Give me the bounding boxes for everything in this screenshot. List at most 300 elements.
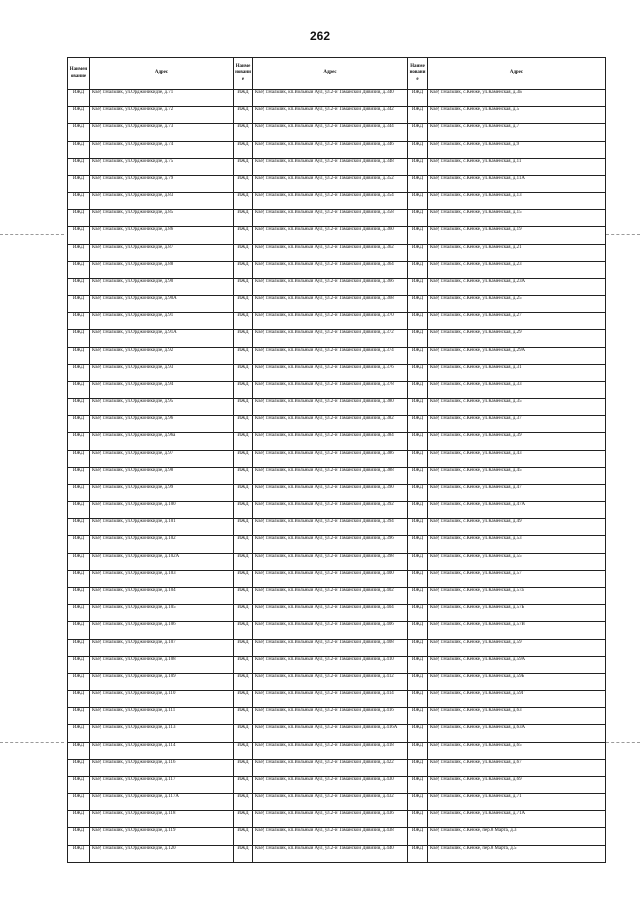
object-type-cell: ИЖД (234, 656, 253, 673)
object-type-cell: ИЖД (234, 536, 253, 553)
object-type-cell: ИЖД (234, 227, 253, 244)
object-type-cell: ИЖД (234, 107, 253, 124)
object-type-cell: ИЖД (408, 605, 428, 622)
object-type-cell: ИЖД (234, 347, 253, 364)
object-type-cell: ИЖД (68, 381, 90, 398)
object-type-cell: ИЖД (68, 536, 90, 553)
address-cell: КБР, г.Нальчик, кп.Вольный Аул, ул.2-й Таманской Дивизии, д.400 (253, 570, 408, 587)
object-type-cell: ИЖД (68, 553, 90, 570)
address-cell: КБР, г.Нальчик, кп.Вольный Аул, ул.2-й Таманской Дивизии, д.374 (253, 347, 408, 364)
address-cell: КБР, г.Нальчик, ул.Орджоникидзе, д.108 (90, 656, 234, 673)
table-row (68, 193, 606, 210)
object-type-cell: ИЖД (234, 845, 253, 862)
header-address-col-2: Адрес (253, 58, 408, 90)
object-type-cell: ИЖД (408, 845, 428, 862)
table-row (68, 536, 606, 553)
address-cell: КБР, г.Нальчик, кп.Вольный Аул, ул.2-й Таманской Дивизии, д.386 (253, 450, 408, 467)
object-type-cell: ИЖД (68, 227, 90, 244)
object-type-cell: ИЖД (234, 158, 253, 175)
table-row (68, 725, 606, 742)
object-type-cell: ИЖД (234, 450, 253, 467)
table-row (68, 811, 606, 828)
address-cell: КБР, г.Нальчик, ул.Орджоникидзе, д.111 (90, 708, 234, 725)
header-name-col-2: Наименование (234, 58, 253, 90)
object-type-cell: ИЖД (68, 605, 90, 622)
object-type-cell: ИЖД (68, 313, 90, 330)
object-type-cell: ИЖД (408, 673, 428, 690)
object-type-cell: ИЖД (234, 381, 253, 398)
scan-cut-line (0, 234, 64, 235)
table-row (68, 107, 606, 124)
address-cell: КБР, г.Нальчик, ул.Орджоникидзе, д.88 (90, 261, 234, 278)
address-cell: КБР, г.Нальчик, ул.Орджоникидзе, д.99 (90, 484, 234, 501)
object-type-cell: ИЖД (408, 210, 428, 227)
address-cell: КБР, г.Нальчик, с.Кенже, ул.Каменская, д.59Б (428, 673, 606, 690)
address-cell: КБР, г.Нальчик, кп.Вольный Аул, ул.2-й Таманской Дивизии, д.416 (253, 708, 408, 725)
table-row (68, 124, 606, 141)
object-type-cell: ИЖД (234, 124, 253, 141)
scan-cut-line (0, 742, 64, 743)
address-cell: КБР, г.Нальчик, ул.Орджоникидзе, д.94 (90, 381, 234, 398)
address-cell: КБР, г.Нальчик, кп.Вольный Аул, ул.2-й Таманской Дивизии, д.370 (253, 313, 408, 330)
address-cell: КБР, г.Нальчик, с.Кенже, ул.Каменская, д.65 (428, 742, 606, 759)
object-type-cell: ИЖД (68, 570, 90, 587)
header-address-col-3: Адрес (428, 58, 606, 90)
object-type-cell: ИЖД (68, 759, 90, 776)
table-row (68, 158, 606, 175)
address-cell: КБР, г.Нальчик, с.Кенже, ул.Каменская, д.5 (428, 107, 606, 124)
object-type-cell: ИЖД (234, 570, 253, 587)
address-cell: КБР, г.Нальчик, кп.Вольный Аул, ул.2-й Таманской Дивизии, д.348 (253, 158, 408, 175)
object-type-cell: ИЖД (234, 519, 253, 536)
object-type-cell: ИЖД (408, 776, 428, 793)
address-cell: КБР, г.Нальчик, ул.Орджоникидзе, д.71 (90, 90, 234, 107)
address-cell: КБР, г.Нальчик, с.Кенже, ул.Каменская, д.69 (428, 776, 606, 793)
object-type-cell: ИЖД (408, 416, 428, 433)
object-type-cell: ИЖД (408, 347, 428, 364)
address-cell: КБР, г.Нальчик, ул.Орджоникидзе, д.91А (90, 330, 234, 347)
object-type-cell: ИЖД (408, 330, 428, 347)
object-type-cell: ИЖД (234, 330, 253, 347)
address-cell: КБР, г.Нальчик, кп.Вольный Аул, ул.2-й Таманской Дивизии, д.358 (253, 210, 408, 227)
address-cell: КБР, г.Нальчик, кп.Вольный Аул, ул.2-й Таманской Дивизии, д.352 (253, 175, 408, 192)
table-row (68, 845, 606, 862)
object-type-cell: ИЖД (68, 776, 90, 793)
address-cell: КБР, г.Нальчик, кп.Вольный Аул, ул.2-й Таманской Дивизии, д.396 (253, 536, 408, 553)
address-cell: КБР, г.Нальчик, с.Кенже, ул.Каменская, д.53 (428, 536, 606, 553)
object-type-cell: ИЖД (408, 519, 428, 536)
address-cell: КБР, г.Нальчик, кп.Вольный Аул, ул.2-й Таманской Дивизии, д.438 (253, 828, 408, 845)
table-row (68, 708, 606, 725)
object-type-cell: ИЖД (234, 416, 253, 433)
table-row (68, 175, 606, 192)
address-cell: КБР, г.Нальчик, кп.Вольный Аул, ул.2-й Таманской Дивизии, д.414 (253, 691, 408, 708)
table-row (68, 210, 606, 227)
object-type-cell: ИЖД (408, 450, 428, 467)
address-cell: КБР, г.Нальчик, ул.Орджоникидзе, д.98 (90, 467, 234, 484)
table-row (68, 519, 606, 536)
object-type-cell: ИЖД (68, 691, 90, 708)
table-row (68, 141, 606, 158)
table-row (68, 467, 606, 484)
address-cell: КБР, г.Нальчик, кп.Вольный Аул, ул.2-й Таманской Дивизии, д.398 (253, 553, 408, 570)
object-type-cell: ИЖД (68, 244, 90, 261)
object-type-cell: ИЖД (68, 639, 90, 656)
object-type-cell: ИЖД (234, 622, 253, 639)
object-type-cell: ИЖД (68, 90, 90, 107)
object-type-cell: ИЖД (408, 467, 428, 484)
table-row (68, 450, 606, 467)
address-cell: КБР, г.Нальчик, с.Кенже, ул.Каменская, д.29 (428, 330, 606, 347)
object-type-cell: ИЖД (408, 364, 428, 381)
object-type-cell: ИЖД (234, 725, 253, 742)
object-type-cell: ИЖД (408, 124, 428, 141)
table-row (68, 605, 606, 622)
object-type-cell: ИЖД (68, 364, 90, 381)
object-type-cell: ИЖД (234, 210, 253, 227)
address-cell: КБР, г.Нальчик, с.Кенже, ул.Каменская, д.57Б (428, 605, 606, 622)
object-type-cell: ИЖД (234, 587, 253, 604)
object-type-cell: ИЖД (408, 90, 428, 107)
address-cell: КБР, г.Нальчик, кп.Вольный Аул, ул.2-й Таманской Дивизии, д.432 (253, 794, 408, 811)
object-type-cell: ИЖД (68, 347, 90, 364)
table-row (68, 622, 606, 639)
object-type-cell: ИЖД (234, 502, 253, 519)
table-row (68, 484, 606, 501)
object-type-cell: ИЖД (68, 673, 90, 690)
object-type-cell: ИЖД (408, 227, 428, 244)
header-name-col-3: Наименование (408, 58, 428, 90)
object-type-cell: ИЖД (408, 107, 428, 124)
address-cell: КБР, г.Нальчик, с.Кенже, ул.Каменская, д.47 (428, 484, 606, 501)
object-type-cell: ИЖД (408, 381, 428, 398)
object-type-cell: ИЖД (68, 622, 90, 639)
object-type-cell: ИЖД (408, 399, 428, 416)
address-cell: КБР, г.Нальчик, с.Кенже, ул.Каменская, д.57а (428, 587, 606, 604)
address-cell: КБР, г.Нальчик, кп.Вольный Аул, ул.2-й Таманской Дивизии, д.390 (253, 484, 408, 501)
address-cell: КБР, г.Нальчик, кп.Вольный Аул, ул.2-й Таманской Дивизии, д.372 (253, 330, 408, 347)
table-row (68, 656, 606, 673)
registry-body (68, 90, 606, 863)
table-row (68, 330, 606, 347)
table-row (68, 244, 606, 261)
object-type-cell: ИЖД (408, 639, 428, 656)
object-type-cell: ИЖД (408, 502, 428, 519)
address-cell: КБР, г.Нальчик, с.Кенже, ул.Каменская, д.67 (428, 759, 606, 776)
object-type-cell: ИЖД (234, 278, 253, 295)
address-cell: КБР, г.Нальчик, ул.Орджоникидзе, д.93 (90, 364, 234, 381)
page-number: 262 (309, 29, 331, 43)
object-type-cell: ИЖД (234, 828, 253, 845)
address-cell: КБР, г.Нальчик, кп.Вольный Аул, ул.2-й Таманской Дивизии, д.412 (253, 673, 408, 690)
object-type-cell: ИЖД (234, 553, 253, 570)
object-type-cell: ИЖД (68, 330, 90, 347)
address-cell: КБР, г.Нальчик, с.Кенже, ул.Каменская, д.15 (428, 210, 606, 227)
object-type-cell: ИЖД (408, 622, 428, 639)
address-cell: КБР, г.Нальчик, ул.Орджоникидзе, д.92 (90, 347, 234, 364)
address-cell: КБР, г.Нальчик, ул.Орджоникидзе, д.74 (90, 141, 234, 158)
object-type-cell: ИЖД (68, 416, 90, 433)
table-row (68, 553, 606, 570)
address-cell: КБР, г.Нальчик, с.Кенже, ул.Каменская, д.63А (428, 725, 606, 742)
address-cell: КБР, г.Нальчик, ул.Орджоникидзе, д.110 (90, 691, 234, 708)
address-registry-table (67, 57, 606, 863)
table-row (68, 742, 606, 759)
table-row (68, 794, 606, 811)
address-cell: КБР, г.Нальчик, с.Кенже, ул.Каменская, д.59 (428, 639, 606, 656)
table-row (68, 364, 606, 381)
address-cell: КБР, г.Нальчик, кп.Вольный Аул, ул.2-й Таманской Дивизии, д.408 (253, 639, 408, 656)
object-type-cell: ИЖД (408, 656, 428, 673)
object-type-cell: ИЖД (408, 570, 428, 587)
header-name-col-1: Наименование (68, 58, 90, 90)
table-row (68, 399, 606, 416)
address-cell: КБР, г.Нальчик, ул.Орджоникидзе, д.104 (90, 587, 234, 604)
table-row (68, 776, 606, 793)
address-cell: КБР, г.Нальчик, ул.Орджоникидзе, д.83 (90, 193, 234, 210)
address-cell: КБР, г.Нальчик, ул.Орджоникидзе, д.114 (90, 742, 234, 759)
object-type-cell: ИЖД (408, 261, 428, 278)
object-type-cell: ИЖД (68, 141, 90, 158)
address-cell: КБР, г.Нальчик, кп.Вольный Аул, ул.2-й Таманской Дивизии, д.344 (253, 124, 408, 141)
address-cell: КБР, г.Нальчик, ул.Орджоникидзе, д.103 (90, 570, 234, 587)
address-cell: КБР, г.Нальчик, ул.Орджоникидзе, д.100 (90, 502, 234, 519)
address-cell: КБР, г.Нальчик, с.Кенже, ул.Каменская, д.37 (428, 416, 606, 433)
address-cell: КБР, г.Нальчик, ул.Орджоникидзе, д.96а (90, 433, 234, 450)
object-type-cell: ИЖД (408, 313, 428, 330)
address-cell: КБР, г.Нальчик, ул.Орджоникидзе, д.73 (90, 124, 234, 141)
address-cell: КБР, г.Нальчик, ул.Орджоникидзе, д.90А (90, 296, 234, 313)
address-cell: КБР, г.Нальчик, кп.Вольный Аул, ул.2-й Таманской Дивизии, д.380 (253, 399, 408, 416)
object-type-cell: ИЖД (408, 828, 428, 845)
address-cell: КБР, г.Нальчик, кп.Вольный Аул, ул.2-й Таманской Дивизии, д.346 (253, 141, 408, 158)
table-row (68, 570, 606, 587)
address-cell: КБР, г.Нальчик, ул.Орджоникидзе, д.116 (90, 759, 234, 776)
address-cell: КБР, г.Нальчик, с.Кенже, ул.Каменская, д.23 (428, 261, 606, 278)
object-type-cell: ИЖД (68, 107, 90, 124)
object-type-cell: ИЖД (68, 450, 90, 467)
address-cell: КБР, г.Нальчик, с.Кенже, ул.Каменская, д.49 (428, 519, 606, 536)
table-row (68, 416, 606, 433)
object-type-cell: ИЖД (408, 742, 428, 759)
address-cell: КБР, г.Нальчик, ул.Орджоникидзе, д.95 (90, 399, 234, 416)
object-type-cell: ИЖД (68, 175, 90, 192)
object-type-cell: ИЖД (408, 759, 428, 776)
scan-cut-line (606, 742, 640, 743)
object-type-cell: ИЖД (68, 845, 90, 862)
address-cell: КБР, г.Нальчик, ул.Орджоникидзе, д.87 (90, 244, 234, 261)
address-cell: КБР, г.Нальчик, с.Кенже, ул.Каменская, д.3Б (428, 90, 606, 107)
address-cell: КБР, г.Нальчик, ул.Орджоникидзе, д.72 (90, 107, 234, 124)
object-type-cell: ИЖД (68, 502, 90, 519)
object-type-cell: ИЖД (68, 158, 90, 175)
address-cell: КБР, г.Нальчик, с.Кенже, ул.Каменская, д.39 (428, 433, 606, 450)
address-cell: КБР, г.Нальчик, с.Кенже, ул.Каменская, д.23А (428, 278, 606, 295)
address-cell: КБР, г.Нальчик, кп.Вольный Аул, ул.2-й Таманской Дивизии, д.378 (253, 381, 408, 398)
object-type-cell: ИЖД (408, 158, 428, 175)
object-type-cell: ИЖД (234, 605, 253, 622)
object-type-cell: ИЖД (68, 467, 90, 484)
object-type-cell: ИЖД (408, 725, 428, 742)
object-type-cell: ИЖД (234, 399, 253, 416)
object-type-cell: ИЖД (234, 175, 253, 192)
object-type-cell: ИЖД (234, 193, 253, 210)
address-cell: КБР, г.Нальчик, ул.Орджоникидзе, д.91 (90, 313, 234, 330)
scan-cut-line (606, 234, 640, 235)
table-row (68, 90, 606, 107)
table-row (68, 261, 606, 278)
object-type-cell: ИЖД (68, 399, 90, 416)
address-cell: КБР, г.Нальчик, с.Кенже, ул.Каменская, д.63 (428, 708, 606, 725)
address-cell: КБР, г.Нальчик, с.Кенже, ул.Каменская, д.71А (428, 811, 606, 828)
address-cell: КБР, г.Нальчик, кп.Вольный Аул, ул.2-й Таманской Дивизии, д.354 (253, 193, 408, 210)
object-type-cell: ИЖД (68, 828, 90, 845)
object-type-cell: ИЖД (234, 639, 253, 656)
address-cell: КБР, г.Нальчик, кп.Вольный Аул, ул.2-й Таманской Дивизии, д.382 (253, 416, 408, 433)
object-type-cell: ИЖД (408, 433, 428, 450)
object-type-cell: ИЖД (408, 193, 428, 210)
object-type-cell: ИЖД (234, 811, 253, 828)
address-cell: КБР, г.Нальчик, с.Кенже, ул.Каменская, д.31 (428, 364, 606, 381)
object-type-cell: ИЖД (68, 433, 90, 450)
object-type-cell: ИЖД (68, 587, 90, 604)
object-type-cell: ИЖД (408, 794, 428, 811)
object-type-cell: ИЖД (234, 759, 253, 776)
address-cell: КБР, г.Нальчик, кп.Вольный Аул, ул.2-й Таманской Дивизии, д.394 (253, 519, 408, 536)
address-cell: КБР, г.Нальчик, кп.Вольный Аул, ул.2-й Таманской Дивизии, д.410 (253, 656, 408, 673)
object-type-cell: ИЖД (68, 193, 90, 210)
table-header-row (68, 58, 606, 90)
object-type-cell: ИЖД (234, 364, 253, 381)
table-row (68, 296, 606, 313)
object-type-cell: ИЖД (68, 278, 90, 295)
address-cell: КБР, г.Нальчик, с.Кенже, ул.Каменская, д.71 (428, 794, 606, 811)
address-cell: КБР, г.Нальчик, с.Кенже, ул.Каменская, д.27 (428, 313, 606, 330)
address-cell: КБР, г.Нальчик, с.Кенже, ул.Каменская, д.21 (428, 244, 606, 261)
address-cell: КБР, г.Нальчик, с.Кенже, ул.Каменская, д.19 (428, 227, 606, 244)
object-type-cell: ИЖД (234, 433, 253, 450)
address-cell: КБР, г.Нальчик, с.Кенже, ул.Каменская, д.55 (428, 553, 606, 570)
address-cell: КБР, г.Нальчик, кп.Вольный Аул, ул.2-й Таманской Дивизии, д.366 (253, 278, 408, 295)
object-type-cell: ИЖД (234, 313, 253, 330)
object-type-cell: ИЖД (68, 484, 90, 501)
address-cell: КБР, г.Нальчик, ул.Орджоникидзе, д.117А (90, 794, 234, 811)
address-cell: КБР, г.Нальчик, кп.Вольный Аул, ул.2-й Таманской Дивизии, д.422 (253, 759, 408, 776)
object-type-cell: ИЖД (234, 484, 253, 501)
object-type-cell: ИЖД (68, 794, 90, 811)
address-cell: КБР, г.Нальчик, ул.Орджоникидзе, д.101 (90, 519, 234, 536)
object-type-cell: ИЖД (68, 811, 90, 828)
object-type-cell: ИЖД (234, 708, 253, 725)
address-cell: КБР, г.Нальчик, с.Кенже, ул.Каменская, д.9 (428, 141, 606, 158)
object-type-cell: ИЖД (408, 811, 428, 828)
address-cell: КБР, г.Нальчик, с.Кенже, ул.Каменская, д.57В (428, 622, 606, 639)
address-cell: КБР, г.Нальчик, ул.Орджоникидзе, д.90 (90, 278, 234, 295)
address-cell: КБР, г.Нальчик, с.Кенже, ул.Каменская, д.59Г (428, 691, 606, 708)
address-cell: КБР, г.Нальчик, кп.Вольный Аул, ул.2-й Таманской Дивизии, д.340 (253, 90, 408, 107)
address-cell: КБР, г.Нальчик, с.Кенже, ул.Каменская, д.45 (428, 467, 606, 484)
object-type-cell: ИЖД (234, 141, 253, 158)
object-type-cell: ИЖД (68, 708, 90, 725)
object-type-cell: ИЖД (68, 519, 90, 536)
header-address-col-1: Адрес (90, 58, 234, 90)
object-type-cell: ИЖД (234, 742, 253, 759)
address-cell: КБР, г.Нальчик, ул.Орджоникидзе, д.102А (90, 553, 234, 570)
address-cell: КБР, г.Нальчик, с.Кенже, ул.Каменская, д.59А (428, 656, 606, 673)
address-cell: КБР, г.Нальчик, ул.Орджоникидзе, д.96 (90, 416, 234, 433)
table-row (68, 347, 606, 364)
address-cell: КБР, г.Нальчик, ул.Орджоникидзе, д.75 (90, 158, 234, 175)
address-cell: КБР, г.Нальчик, ул.Орджоникидзе, д.117 (90, 776, 234, 793)
address-cell: КБР, г.Нальчик, кп.Вольный Аул, ул.2-й Таманской Дивизии, д.342 (253, 107, 408, 124)
address-cell: КБР, г.Нальчик, с.Кенже, ул.Каменская, д.25 (428, 296, 606, 313)
object-type-cell: ИЖД (234, 90, 253, 107)
address-cell: КБР, г.Нальчик, ул.Орджоникидзе, д.86 (90, 227, 234, 244)
object-type-cell: ИЖД (68, 261, 90, 278)
address-cell: КБР, г.Нальчик, ул.Орджоникидзе, д.79 (90, 175, 234, 192)
table-row (68, 502, 606, 519)
address-cell: КБР, г.Нальчик, ул.Орджоникидзе, д.109 (90, 673, 234, 690)
address-cell: КБР, г.Нальчик, кп.Вольный Аул, ул.2-й Таманской Дивизии, д.376 (253, 364, 408, 381)
address-cell: КБР, г.Нальчик, ул.Орджоникидзе, д.120 (90, 845, 234, 862)
table-row (68, 433, 606, 450)
address-cell: КБР, г.Нальчик, с.Кенже, ул.Каменская, д.11 (428, 158, 606, 175)
object-type-cell: ИЖД (408, 244, 428, 261)
table-row (68, 673, 606, 690)
address-cell: КБР, г.Нальчик, кп.Вольный Аул, ул.2-й Таманской Дивизии, д.368 (253, 296, 408, 313)
object-type-cell: ИЖД (408, 141, 428, 158)
object-type-cell: ИЖД (408, 484, 428, 501)
address-cell: КБР, г.Нальчик, ул.Орджоникидзе, д.85 (90, 210, 234, 227)
object-type-cell: ИЖД (68, 210, 90, 227)
object-type-cell: ИЖД (408, 278, 428, 295)
table-row (68, 381, 606, 398)
address-cell: КБР, г.Нальчик, кп.Вольный Аул, ул.2-й Таманской Дивизии, д.384 (253, 433, 408, 450)
object-type-cell: ИЖД (234, 467, 253, 484)
object-type-cell: ИЖД (234, 296, 253, 313)
address-cell: КБР, г.Нальчик, кп.Вольный Аул, ул.2-й Таманской Дивизии, д.360 (253, 227, 408, 244)
address-cell: КБР, г.Нальчик, ул.Орджоникидзе, д.118 (90, 811, 234, 828)
address-cell: КБР, г.Нальчик, ул.Орджоникидзе, д.102 (90, 536, 234, 553)
object-type-cell: ИЖД (234, 261, 253, 278)
address-cell: КБР, г.Нальчик, с.Кенже, ул.Каменская, д.35 (428, 399, 606, 416)
table-row (68, 691, 606, 708)
address-cell: КБР, г.Нальчик, ул.Орджоникидзе, д.105 (90, 605, 234, 622)
object-type-cell: ИЖД (408, 691, 428, 708)
address-cell: КБР, г.Нальчик, с.Кенже, ул.Каменская, д.33 (428, 381, 606, 398)
object-type-cell: ИЖД (234, 244, 253, 261)
table-row (68, 227, 606, 244)
object-type-cell: ИЖД (408, 553, 428, 570)
address-cell: КБР, г.Нальчик, с.Кенже, ул.Каменская, д.7 (428, 124, 606, 141)
object-type-cell: ИЖД (234, 673, 253, 690)
object-type-cell: ИЖД (408, 296, 428, 313)
address-cell: КБР, г.Нальчик, кп.Вольный Аул, ул.2-й Таманской Дивизии, д.440 (253, 845, 408, 862)
object-type-cell: ИЖД (408, 708, 428, 725)
address-cell: КБР, г.Нальчик, ул.Орджоникидзе, д.107 (90, 639, 234, 656)
address-cell: КБР, г.Нальчик, кп.Вольный Аул, ул.2-й Таманской Дивизии, д.416А (253, 725, 408, 742)
object-type-cell: ИЖД (234, 776, 253, 793)
table-row (68, 759, 606, 776)
address-cell: КБР, г.Нальчик, кп.Вольный Аул, ул.2-й Таманской Дивизии, д.388 (253, 467, 408, 484)
address-cell: КБР, г.Нальчик, кп.Вольный Аул, ул.2-й Таманской Дивизии, д.364 (253, 261, 408, 278)
object-type-cell: ИЖД (234, 794, 253, 811)
address-cell: КБР, г.Нальчик, с.Кенже, ул.Каменская, д.11А (428, 175, 606, 192)
address-cell: КБР, г.Нальчик, кп.Вольный Аул, ул.2-й Таманской Дивизии, д.430 (253, 776, 408, 793)
address-cell: КБР, г.Нальчик, с.Кенже, ул.Каменская, д.57 (428, 570, 606, 587)
table-row (68, 587, 606, 604)
address-cell: КБР, г.Нальчик, кп.Вольный Аул, ул.2-й Таманской Дивизии, д.436 (253, 811, 408, 828)
